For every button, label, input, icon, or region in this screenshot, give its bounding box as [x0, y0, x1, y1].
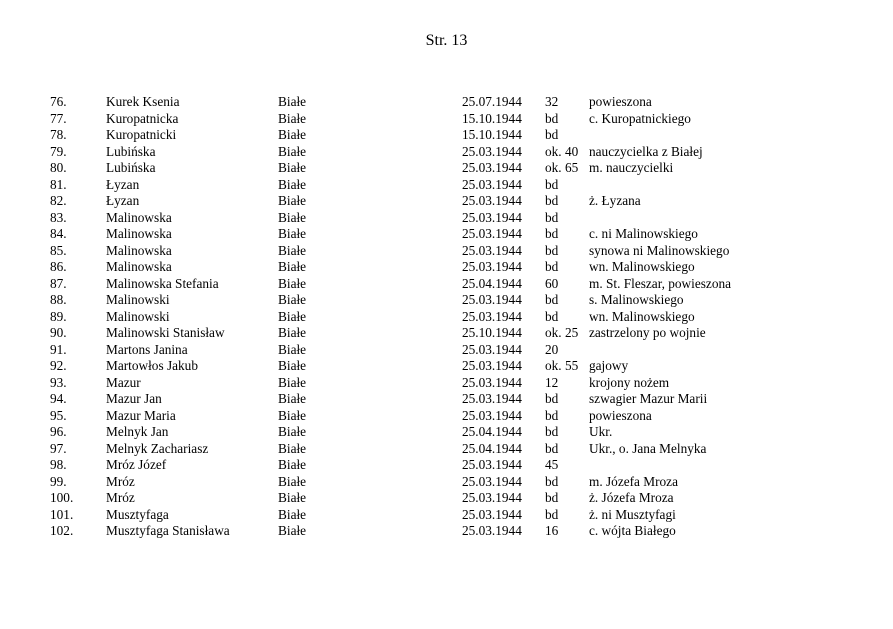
- record-name: Mazur Maria: [106, 407, 176, 423]
- record-number: 84.: [50, 226, 67, 241]
- record-date: 25.07.1944: [462, 94, 522, 109]
- record-name: Malinowska: [106, 209, 172, 225]
- record-name: Melnyk Zachariasz: [106, 440, 209, 456]
- record-number: 86.: [50, 259, 67, 274]
- record-date: 25.03.1944: [462, 523, 522, 538]
- record-date: 25.04.1944: [462, 440, 522, 456]
- record-age: 32: [545, 94, 559, 109]
- record-place: Białe: [278, 259, 307, 274]
- record-number: 76.: [50, 94, 67, 109]
- record-number: 96.: [50, 424, 67, 439]
- record-age: bd: [545, 242, 559, 258]
- record-date: 25.03.1944: [462, 457, 522, 472]
- record-name: Mróz Józef: [106, 457, 167, 472]
- record-age: bd: [545, 391, 559, 406]
- record-place: Białe: [278, 523, 307, 538]
- record-name: Musztyfaga Stanisława: [106, 523, 230, 538]
- record-date: 25.10.1944: [462, 325, 522, 340]
- record-note: c. Kuropatnickiego: [589, 110, 691, 126]
- record-date: 25.03.1944: [462, 209, 522, 225]
- record-place: Białe: [278, 325, 307, 340]
- record-place: Białe: [278, 341, 307, 357]
- record-place: Białe: [278, 160, 307, 175]
- record-age: bd: [545, 490, 559, 505]
- record-note: ż. ni Musztyfagi: [589, 506, 676, 522]
- record-place: Białe: [278, 374, 307, 390]
- record-name: Malinowska Stefania: [106, 275, 219, 291]
- record-number: 79.: [50, 143, 67, 159]
- record-number: 89.: [50, 308, 67, 324]
- record-place: Białe: [278, 424, 307, 439]
- record-number: 77.: [50, 110, 67, 126]
- record-place: Białe: [278, 127, 307, 142]
- record-date: 25.03.1944: [462, 341, 522, 357]
- record-number: 99.: [50, 473, 67, 489]
- record-date: 25.03.1944: [462, 292, 522, 307]
- record-place: Białe: [278, 292, 307, 307]
- record-age: bd: [545, 424, 559, 439]
- record-place: Białe: [278, 490, 307, 505]
- record-name: Malinowski: [106, 292, 170, 307]
- record-date: 25.03.1944: [462, 473, 522, 489]
- record-number: 80.: [50, 160, 67, 175]
- record-date: 25.03.1944: [462, 407, 522, 423]
- record-age: bd: [545, 292, 559, 307]
- record-name: Mazur Jan: [106, 391, 162, 406]
- record-name: Lubińska: [106, 160, 156, 175]
- record-note: c. wójta Białego: [589, 523, 676, 538]
- record-age: bd: [545, 407, 559, 423]
- record-number: 92.: [50, 358, 67, 373]
- record-age: bd: [545, 193, 559, 208]
- record-date: 25.03.1944: [462, 391, 522, 406]
- record-date: 25.03.1944: [462, 358, 522, 373]
- record-place: Białe: [278, 506, 307, 522]
- record-note: c. ni Malinowskiego: [589, 226, 698, 241]
- record-note: synowa ni Malinowskiego: [589, 242, 730, 258]
- record-date: 25.03.1944: [462, 242, 522, 258]
- record-note: s. Malinowskiego: [589, 292, 684, 307]
- record-name: Mróz: [106, 490, 135, 505]
- record-place: Białe: [278, 457, 307, 472]
- record-place: Białe: [278, 391, 307, 406]
- record-place: Białe: [278, 308, 307, 324]
- record-number: 81.: [50, 176, 67, 192]
- record-place: Białe: [278, 193, 307, 208]
- record-place: Białe: [278, 176, 307, 192]
- record-age: bd: [545, 308, 559, 324]
- record-age: bd: [545, 440, 559, 456]
- record-number: 91.: [50, 341, 67, 357]
- record-name: Kuropatnicki: [106, 127, 177, 142]
- record-date: 25.04.1944: [462, 424, 522, 439]
- record-name: Malinowska: [106, 242, 172, 258]
- record-date: 25.03.1944: [462, 176, 522, 192]
- record-note: powieszona: [589, 94, 652, 109]
- record-number: 82.: [50, 193, 67, 208]
- record-date: 25.03.1944: [462, 259, 522, 274]
- record-age: ok. 25: [545, 325, 579, 340]
- record-name: Łyzan: [106, 193, 140, 208]
- record-age: bd: [545, 259, 559, 274]
- record-name: Malinowska: [106, 259, 172, 274]
- record-place: Białe: [278, 110, 307, 126]
- record-number: 95.: [50, 407, 67, 423]
- record-number: 98.: [50, 457, 67, 472]
- record-note: m. Józefa Mroza: [589, 473, 678, 489]
- record-number: 102.: [50, 523, 74, 538]
- record-place: Białe: [278, 209, 307, 225]
- record-name: Malinowska: [106, 226, 172, 241]
- record-note: krojony nożem: [589, 374, 670, 390]
- record-number: 101.: [50, 506, 74, 522]
- record-date: 15.10.1944: [462, 127, 522, 142]
- record-note: wn. Malinowskiego: [589, 308, 695, 324]
- record-name: Kuropatnicka: [106, 110, 179, 126]
- record-date: 25.03.1944: [462, 143, 522, 159]
- record-age: bd: [545, 209, 559, 225]
- record-name: Lubińska: [106, 143, 156, 159]
- record-number: 94.: [50, 391, 67, 406]
- record-number: 78.: [50, 127, 67, 142]
- page-title: Str. 13: [425, 32, 468, 49]
- record-name: Musztyfaga: [106, 506, 169, 522]
- record-name: Malinowski: [106, 308, 170, 324]
- record-age: bd: [545, 506, 559, 522]
- record-age: 20: [545, 341, 559, 357]
- record-number: 88.: [50, 292, 67, 307]
- record-note: ż. Łyzana: [589, 193, 641, 208]
- record-name: Malinowski Stanisław: [106, 325, 225, 340]
- record-place: Białe: [278, 242, 307, 258]
- record-note: m. St. Fleszar, powieszona: [589, 275, 732, 291]
- record-note: powieszona: [589, 407, 652, 423]
- record-age: 12: [545, 374, 559, 390]
- record-number: 90.: [50, 325, 67, 340]
- record-age: 16: [545, 523, 559, 538]
- record-age: ok. 40: [545, 143, 579, 159]
- record-date: 25.03.1944: [462, 374, 522, 390]
- record-name: Kurek Ksenia: [106, 94, 180, 109]
- record-date: 25.03.1944: [462, 226, 522, 241]
- record-place: Białe: [278, 226, 307, 241]
- record-age: 60: [545, 275, 559, 291]
- record-age: ok. 65: [545, 160, 579, 175]
- record-note: wn. Malinowskiego: [589, 259, 695, 274]
- record-age: 45: [545, 457, 559, 472]
- record-place: Białe: [278, 94, 307, 109]
- record-place: Białe: [278, 275, 307, 291]
- record-note: zastrzelony po wojnie: [589, 325, 706, 340]
- record-number: 97.: [50, 440, 67, 456]
- record-name: Martowłos Jakub: [106, 358, 198, 373]
- record-date: 15.10.1944: [462, 110, 522, 126]
- record-number: 83.: [50, 209, 67, 225]
- record-number: 85.: [50, 242, 67, 258]
- record-date: 25.03.1944: [462, 160, 522, 175]
- record-place: Białe: [278, 440, 307, 456]
- record-date: 25.04.1944: [462, 275, 522, 291]
- record-name: Melnyk Jan: [106, 424, 169, 439]
- record-place: Białe: [278, 407, 307, 423]
- record-name: Mróz: [106, 473, 135, 489]
- record-note: nauczycielka z Białej: [589, 143, 703, 159]
- record-place: Białe: [278, 358, 307, 373]
- record-place: Białe: [278, 473, 307, 489]
- record-name: Martons Janina: [106, 341, 188, 357]
- record-note: ż. Józefa Mroza: [589, 490, 674, 505]
- record-age: bd: [545, 473, 559, 489]
- record-note: Ukr.: [589, 424, 613, 439]
- record-number: 100.: [50, 490, 74, 505]
- record-number: 87.: [50, 275, 67, 291]
- record-age: ok. 55: [545, 358, 579, 373]
- record-note: Ukr., o. Jana Melnyka: [589, 440, 707, 456]
- record-place: Białe: [278, 143, 307, 159]
- record-date: 25.03.1944: [462, 490, 522, 505]
- record-date: 25.03.1944: [462, 506, 522, 522]
- record-name: Mazur: [106, 374, 141, 390]
- record-number: 93.: [50, 374, 67, 390]
- record-name: Łyzan: [106, 176, 140, 192]
- record-note: m. nauczycielki: [589, 160, 674, 175]
- record-note: szwagier Mazur Marii: [589, 391, 708, 406]
- record-age: bd: [545, 110, 559, 126]
- record-age: bd: [545, 127, 559, 142]
- record-age: bd: [545, 176, 559, 192]
- record-note: gajowy: [589, 358, 629, 373]
- record-age: bd: [545, 226, 559, 241]
- record-date: 25.03.1944: [462, 308, 522, 324]
- record-date: 25.03.1944: [462, 193, 522, 208]
